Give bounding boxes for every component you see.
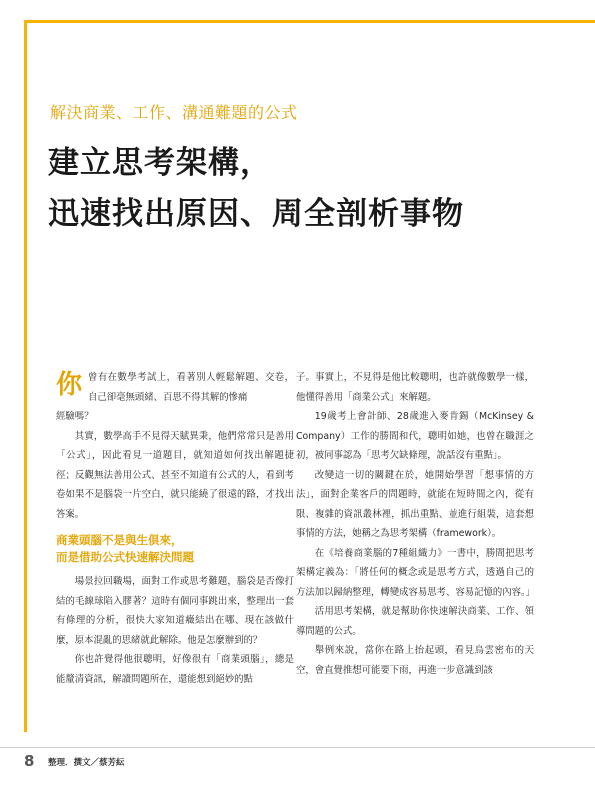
accent-frame-top xyxy=(24,20,595,23)
subheading-line-1: 商業頭腦不是與生俱來， xyxy=(56,533,183,547)
right-column xyxy=(296,368,534,680)
section-subheading xyxy=(56,532,294,566)
author-credits: 整理．撰文／蔡芳紜 xyxy=(48,758,125,768)
footer-divider xyxy=(0,747,595,748)
title-line-1: 建立思考架構， xyxy=(48,145,272,181)
accent-frame-left xyxy=(24,20,27,732)
body-paragraph: 舉例來說，當你在路上抬起頭，看見烏雲密布的天空，會直覺推想可能要下雨，再進一步意識到該 xyxy=(296,645,534,676)
left-column xyxy=(56,368,294,689)
kicker-subtitle: 解決商業、工作、溝通難題的公式 xyxy=(50,103,298,122)
body-paragraph: 其實，數學高手不見得天賦異秉，他們常常只是善用「公式」，因此看見一道題目，就知道如何找出解題捷徑；反觀無法善用公式、甚至不知道有公式的人，看到考卷如果不是腦袋一片空白，就只能繞了很遠的路，才找出答案。 xyxy=(56,430,294,520)
body-paragraph: 19歲考上會計師、28歲進入麥肯錫（McKinsey & Company）工作的勝間和代，聰明如她，也曾在職涯之初，被同事認為「思考欠缺條理，說話沒有重點」。 xyxy=(296,411,534,461)
subheading-line-2: 而是借助公式快速解決問題 xyxy=(56,550,194,564)
body-paragraph: 在《培養商業腦的7種組織力》一書中，勝間把思考架構定義為：「將任何的概念或是思考方式，透過自己的方法加以歸納整理，轉變成容易思考、容易記憶的內容。」 xyxy=(296,547,536,598)
body-paragraph: 你也許覺得他很聰明，好像很有「商業頭腦」，總是能釐清資訊，解讀問題所在，還能想到絕妙的點 xyxy=(56,654,294,685)
body-paragraph: 改變這一切的關鍵在於，她開始學習「想事情的方法」，面對企業客戶的問題時，就能在短時間之內，從有限、複雜的資訊叢林裡，抓出重點、並進行組裝，這套想事情的方法，她稱之為思考架構（framework）。 xyxy=(296,469,534,539)
opening-text: 曾有在數學考試上，看著別人輕鬆解題、交卷，自己卻毫無頭緒、百思不得其解的慘痛 xyxy=(88,372,294,403)
body-paragraph: 活用思考架構，就是幫助你快速解決商業、工作、領導問題的公式。 xyxy=(296,606,534,637)
opening-paragraph xyxy=(56,368,294,427)
body-paragraph: 場景拉回職場，面對工作或思考難題，腦袋是否像打結的毛線球陷入膠著？這時有個同事跳出來，整理出一套有條理的分析，很快大家知道癥結出在哪、現在該做什麼，原本混亂的思緒就此解除。他是怎麼辦到的？ xyxy=(56,576,294,646)
page-number: 8 xyxy=(24,752,35,770)
drop-cap: 你 xyxy=(56,370,83,400)
opening-text-tail: 經驗嗎？ xyxy=(56,411,94,422)
body-paragraph: 子。事實上，不見得是他比較聰明，也許就像數學一樣，他懂得善用「商業公式」來解題。 xyxy=(296,372,534,403)
title-line-2: 迅速找出原因、周全剖析事物 xyxy=(48,196,464,232)
article-title xyxy=(48,138,464,240)
